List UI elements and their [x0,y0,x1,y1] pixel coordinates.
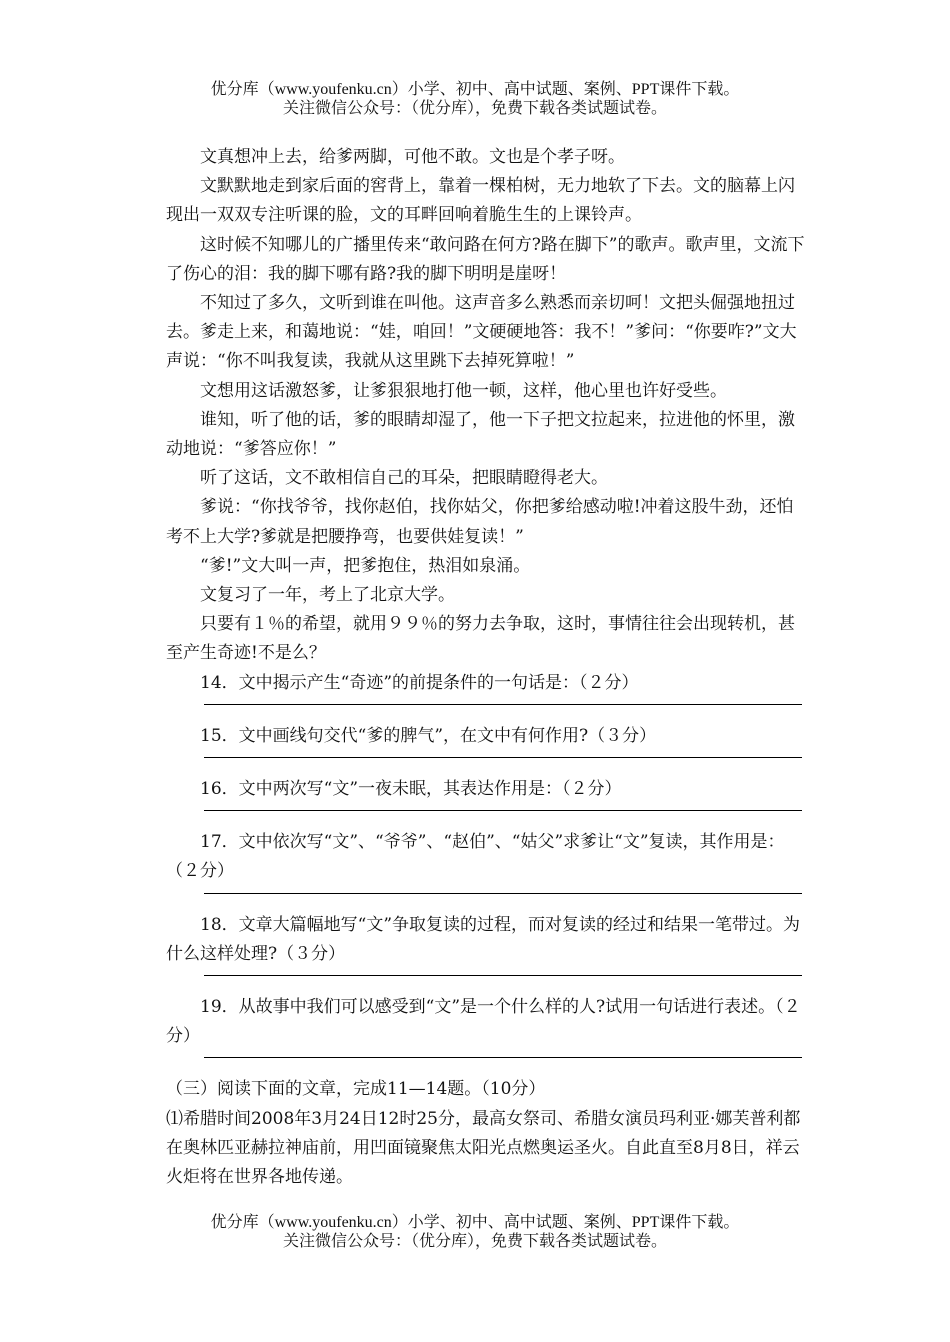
story-paragraph: 只要有１％的希望，就用９９％的努力去争取，这时，事情往往会出现转机，甚至产生奇迹!不是么？ [166,614,795,664]
section-3-heading: （三）阅读下面的文章，完成11—14题。（10分） [166,1079,546,1100]
question-14: 14．文中揭示产生“奇迹”的前提条件的一句话是：（２分） [200,672,639,693]
answer-line-18[interactable] [204,975,802,976]
question-17: 17．文中依次写“文”、“爷爷”、“赵伯”、“姑父”求爹让“文”复读，其作用是：（２分） [166,832,785,882]
story-paragraph: 文默默地走到家后面的窖背上，靠着一棵柏树，无力地软了下去。文的脑幕上闪现出一双双专注听课的脸，文的耳畔回响着脆生生的上课铃声。 [166,176,795,226]
section-3-paragraph-1: ⑴希腊时间2008年3月24日12时25分，最高女祭司、希腊女演员玛利亚·娜芙普利都在奥林匹亚赫拉神庙前，用凹面镜聚焦太阳光点燃奥运圣火。自此直至8月8日，祥云火炬将在世界各地传递。 [166,1108,801,1188]
question-16: 16．文中两次写“文”一夜未眠，其表达作用是：（２分） [200,779,622,800]
question-19: 19．从故事中我们可以感受到“文”是一个什么样的人?试用一句话进行表述。（２分） [166,997,801,1047]
answer-line-19[interactable] [204,1057,802,1058]
story-paragraph: 谁知，听了他的话，爹的眼睛却湿了，他一下子把文拉起来，拉进他的怀里，激动地说：“爹答应你！” [166,409,795,460]
story-paragraph: 听了这话，文不敢相信自己的耳朵，把眼睛瞪得老大。 [200,468,608,489]
story-paragraph: 这时候不知哪儿的广播里传来“敢问路在何方?路在脚下”的歌声。歌声里，文流下了伤心的泪：我的脚下哪有路?我的脚下明明是崖呀！ [166,234,805,284]
page-header-line-2: 关注微信公众号：（优分库），免费下载各类试题试卷。 [282,100,667,117]
story-paragraph: 爹说：“你找爷爷，找你赵伯，找你姑父，你把爹给感动啦!冲着这股牛劲，还怕考不上大学?爹就是把腰挣弯，也要供娃复读！” [166,497,794,547]
answer-line-15[interactable] [204,757,802,758]
question-18: 18．文章大篇幅地写“文”争取复读的过程，而对复读的经过和结果一笔带过。为什么这样处理?（３分） [166,914,801,964]
answer-line-14[interactable] [204,704,802,705]
story-paragraph: 不知过了多久，文听到谁在叫他。这声音多么熟悉而亲切呵！文把头倔强地扭过去。爹走上来，和蔼地说：“娃，咱回！”文硬硬地答：我不！”爹问：“你要咋?”文大声说：“你不叫我复读，我就从这里跳下去掉死算啦！” [166,293,797,372]
answer-line-17[interactable] [204,893,802,894]
story-paragraph: 文真想冲上去，给爹两脚，可他不敢。文也是个孝子呀。 [200,147,625,167]
page-header-line-1: 优分库（www.youfenku.cn）小学、初中、高中试题、案例、PPT课件下载。 [210,81,740,98]
document-body [166,143,806,1192]
story-paragraph: 文想用这话激怒爹，让爹狠狠地打他一顿，这样，他心里也许好受些。 [200,380,727,401]
page-footer-line-1: 优分库（www.youfenku.cn）小学、初中、高中试题、案例、PPT课件下载。 [210,1214,740,1231]
story-paragraph: 文复习了一年，考上了北京大学。 [200,585,455,606]
question-15: 15．文中画线句交代“爹的脾气”，在文中有何作用?（３分） [200,725,657,746]
answer-line-16[interactable] [204,810,802,811]
story-paragraph: “爹!”文大叫一声，把爹抱住，热泪如泉涌。 [200,555,531,576]
page-footer-line-2: 关注微信公众号：（优分库），免费下载各类试题试卷。 [282,1233,667,1250]
